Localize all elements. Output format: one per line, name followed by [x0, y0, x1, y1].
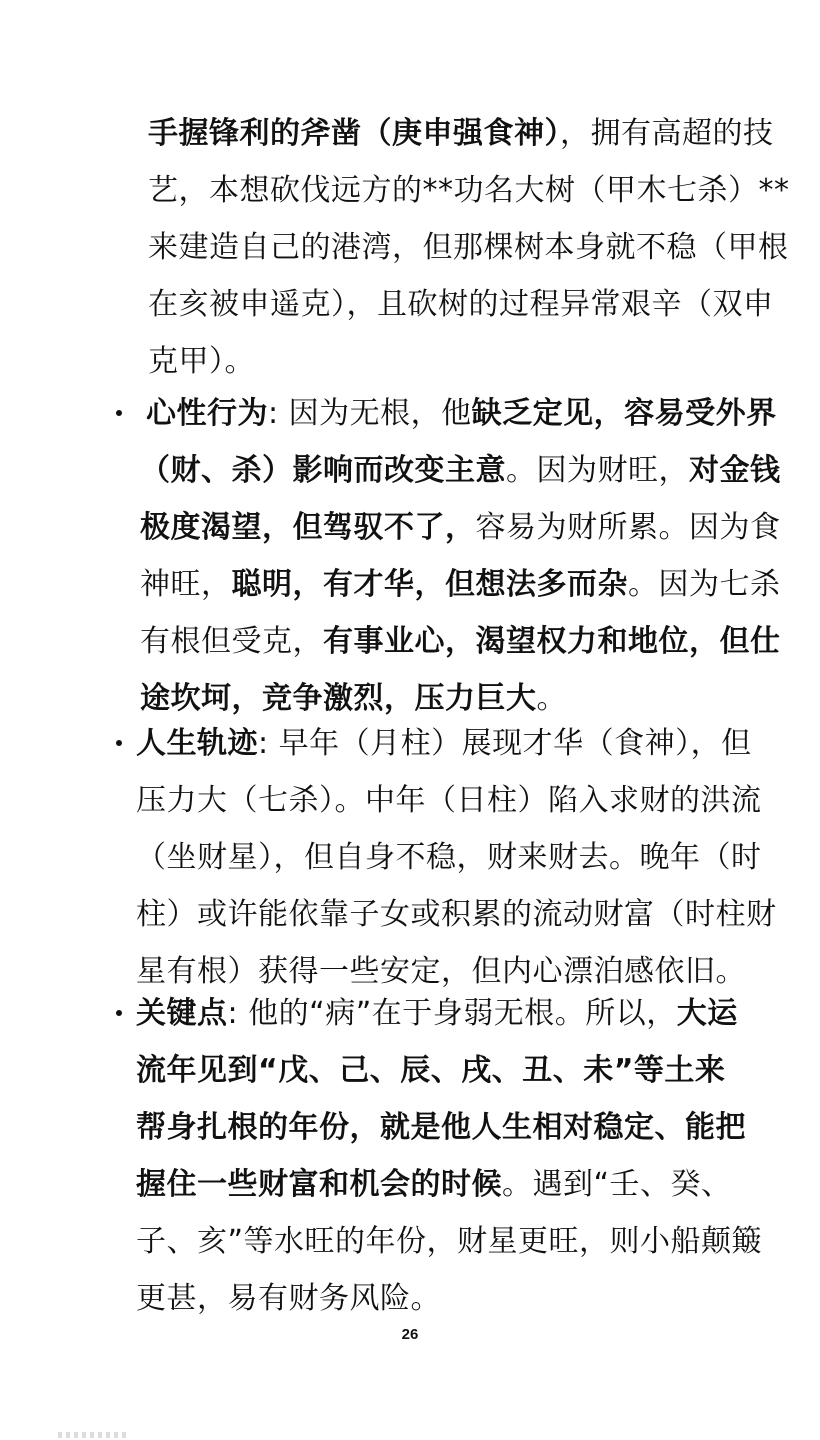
item-label: 关键点	[136, 996, 228, 1031]
bullet-dot-icon	[116, 410, 122, 416]
item-bold: 途坎坷，竞争激烈，压力巨大	[140, 681, 537, 716]
item-bold: 有事业心，渴望权力和地位，但仕	[323, 624, 781, 659]
item-bold: 握住一些财富和机会的时候	[136, 1167, 502, 1202]
bullet-item-guanjian	[136, 985, 781, 1327]
item-line: 更甚，易有财务风险。	[136, 1281, 441, 1316]
item-text: 因为无根，他	[288, 396, 472, 431]
item-line: 子、亥”等水旺的年份，财星更旺，则小船颠簸	[136, 1224, 763, 1259]
intro-paragraph	[148, 105, 788, 390]
item-text: 早年（月柱）展现才华（食神），但	[278, 726, 752, 761]
bullet-dot-icon	[116, 740, 122, 746]
item-line	[136, 1099, 781, 1156]
item-line	[136, 556, 781, 613]
item-label: 人生轨迹	[136, 726, 258, 761]
item-text: 。	[536, 681, 567, 716]
item-bold: （财、杀）影响而改变主意	[140, 453, 506, 488]
item-text: 。因为财旺，	[506, 453, 689, 488]
item-line: 压力大（七杀）。中年（日柱）陷入求财的洪流	[136, 783, 762, 818]
item-line	[136, 1042, 781, 1099]
label-colon: :	[268, 396, 289, 431]
item-bold: 聪明，有才华，但想法多而杂	[231, 567, 628, 602]
bullet-dot-icon	[116, 1010, 122, 1016]
item-line	[136, 499, 781, 556]
label-colon: :	[258, 726, 279, 761]
item-bold: 帮身扎根的年份，就是他人生相对稳定、能把	[136, 1110, 746, 1145]
item-bold: 大运	[676, 996, 738, 1031]
label-colon: :	[227, 996, 249, 1031]
intro-line: 克甲）。	[148, 344, 255, 379]
intro-bold: 手握锋利的斧凿（庚申强食神）	[148, 116, 560, 151]
intro-text: ，拥有高超的技	[560, 116, 774, 151]
item-text: 。因为七杀	[628, 567, 781, 602]
item-line	[136, 1156, 781, 1213]
page-number: 26	[401, 1326, 419, 1343]
item-text: 。遇到“壬、癸、	[502, 1167, 732, 1202]
item-bold: 极度渴望，但驾驭不了，	[140, 510, 476, 545]
scan-artifact	[58, 1432, 128, 1438]
item-line	[136, 613, 781, 670]
item-line	[136, 715, 781, 772]
item-bold: 对金钱	[689, 453, 781, 488]
bullet-item-xinxing	[136, 385, 781, 727]
item-text: 容易为财所累。因为食	[475, 510, 781, 545]
item-line	[136, 385, 781, 442]
item-line	[136, 985, 781, 1042]
item-bold: 流年见到“戊、己、辰、戌、丑、未”等土来	[136, 1053, 726, 1088]
item-text: 有根但受克，	[140, 624, 323, 659]
item-text: 他的“病”在于身弱无根。所以，	[248, 996, 677, 1031]
intro-line	[148, 105, 788, 162]
intro-line: 来建造自己的港湾，但那棵树本身就不稳（甲根	[148, 230, 789, 265]
item-line: 星有根）获得一些安定，但内心漂泊感依旧。	[136, 954, 746, 989]
item-line	[136, 442, 781, 499]
item-line: （坐财星），但自身不稳，财来财去。晚年（时	[136, 840, 762, 875]
item-line: 柱）或许能依靠子女或积累的流动财富（时柱财	[136, 897, 777, 932]
item-bold: 缺乏定见，容易受外界	[471, 396, 777, 431]
bullet-item-rensheng	[136, 715, 781, 1000]
item-text: 神旺，	[140, 567, 232, 602]
item-label: 心性行为	[146, 396, 268, 431]
intro-line: 艺，本想砍伐远方的**功名大树（甲木七杀）**	[148, 173, 790, 208]
intro-line: 在亥被申遥克），且砍树的过程异常艰辛（双申	[148, 287, 774, 322]
